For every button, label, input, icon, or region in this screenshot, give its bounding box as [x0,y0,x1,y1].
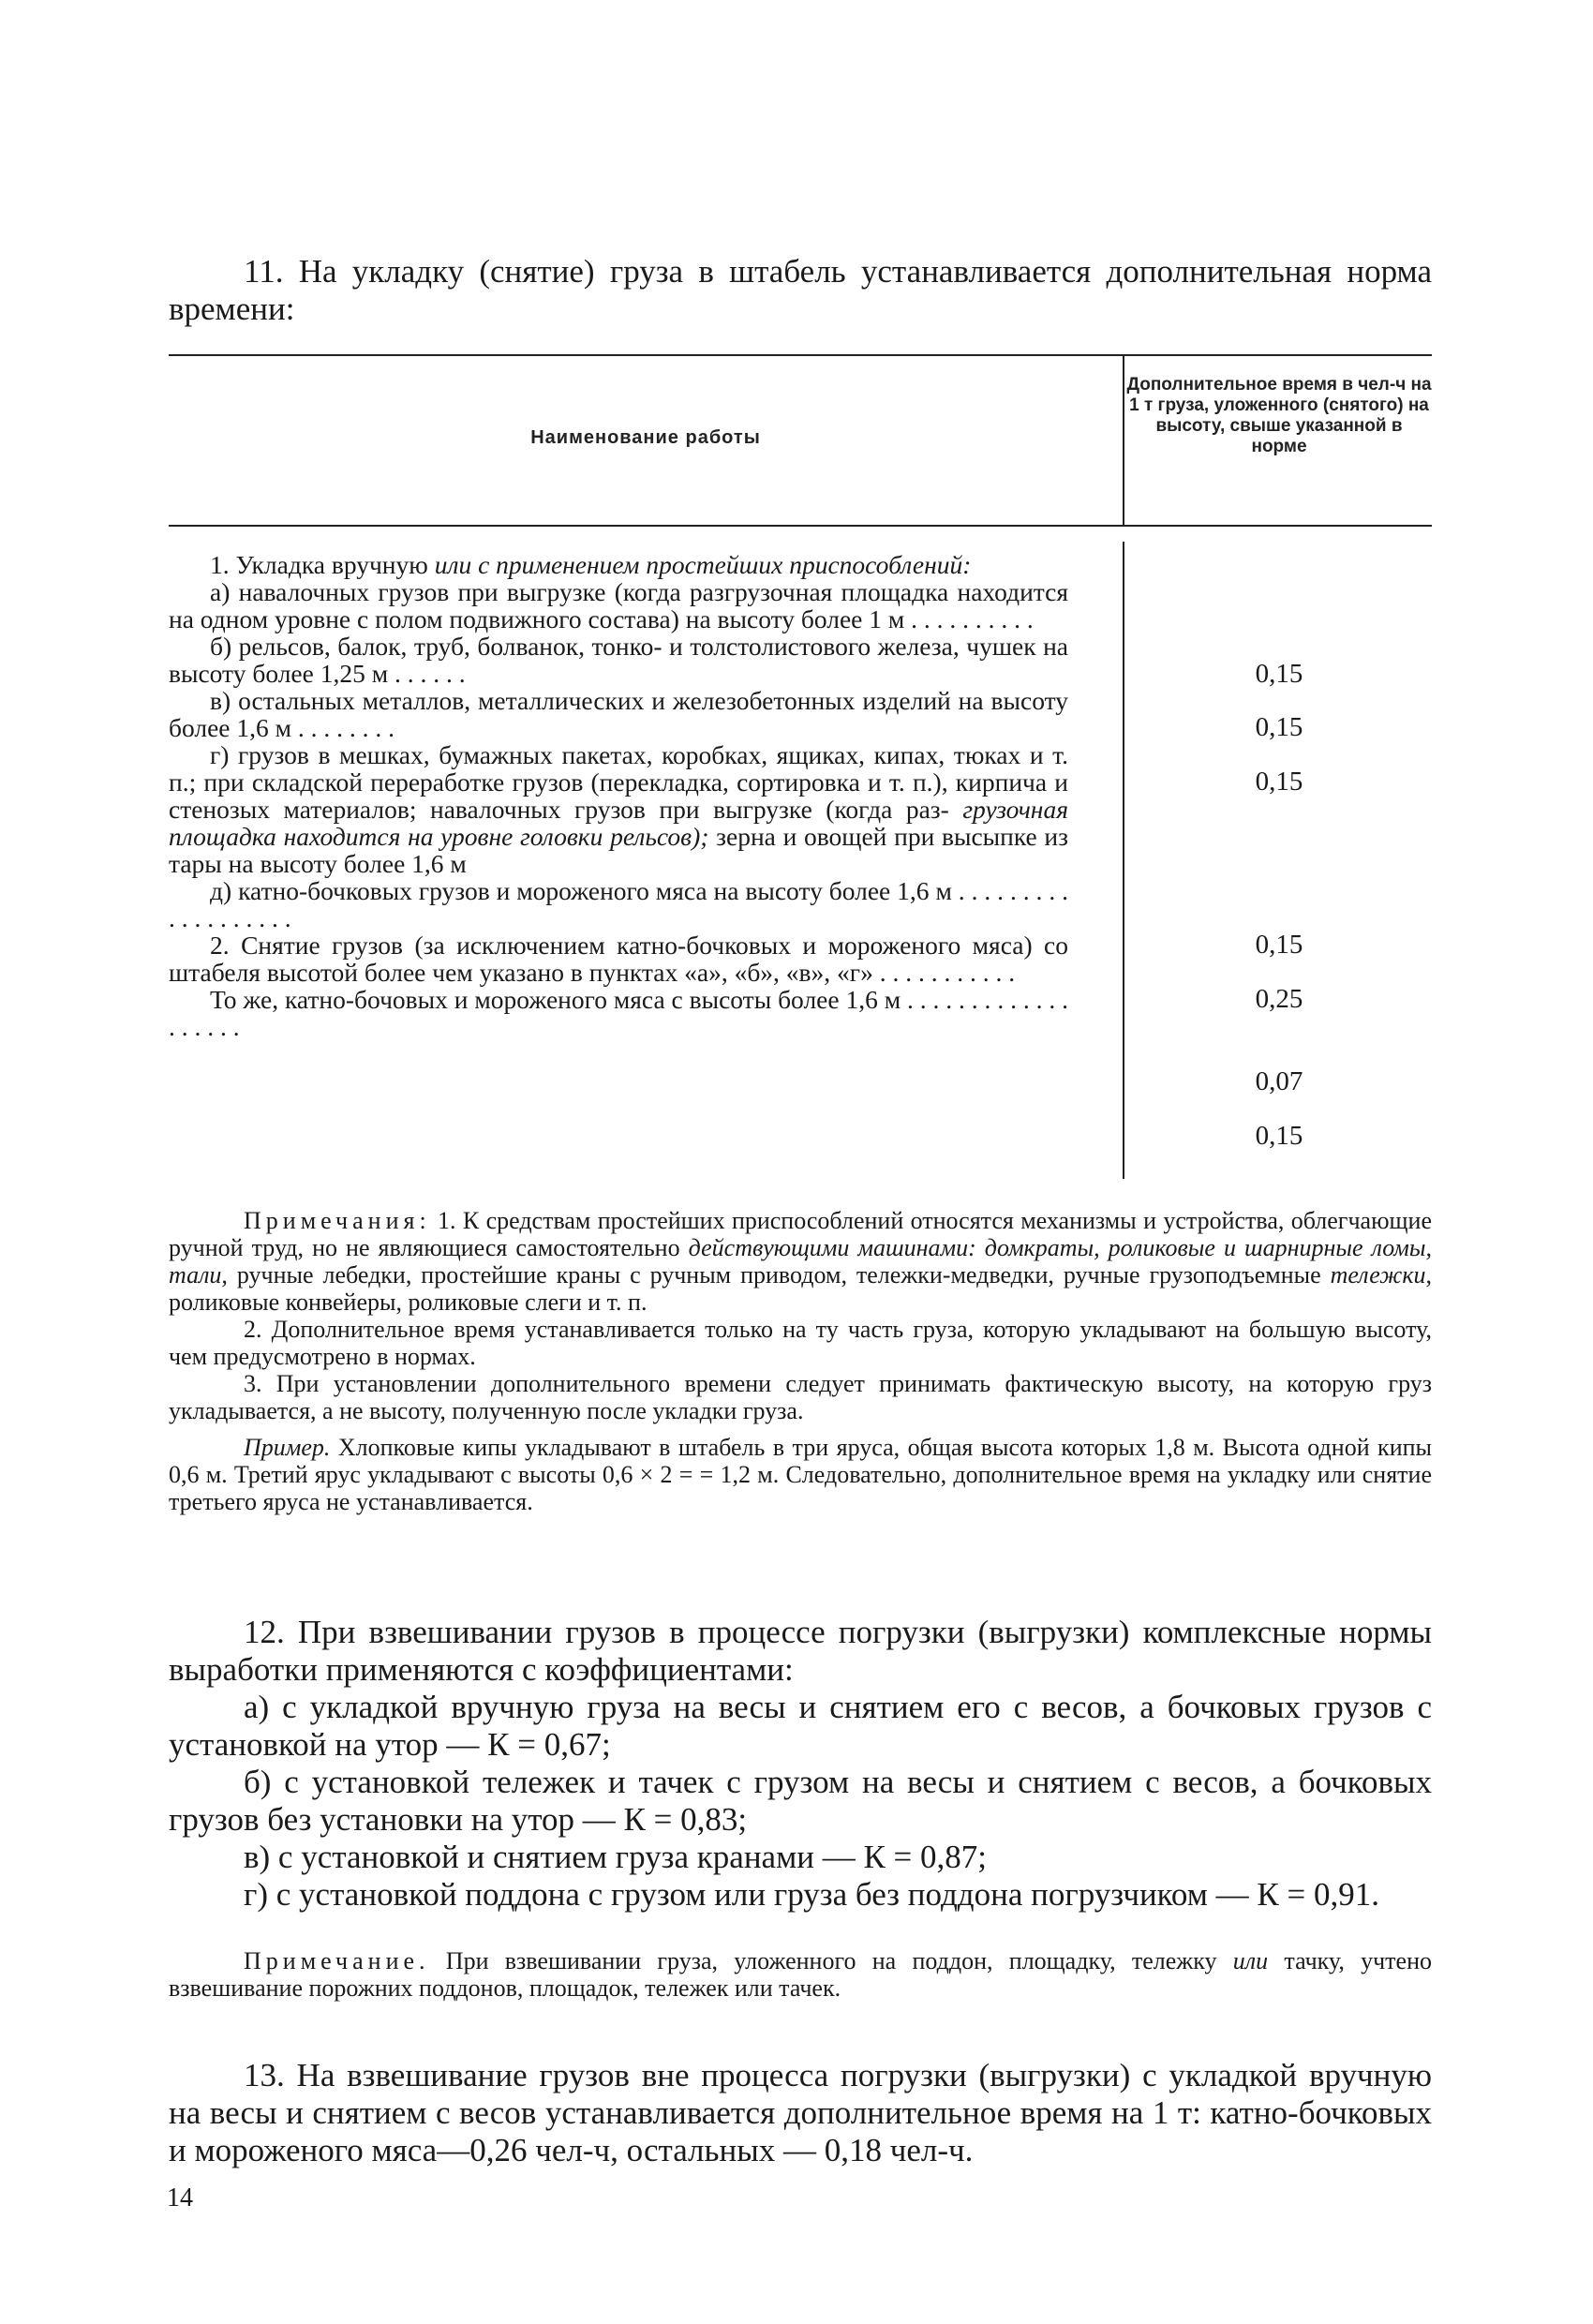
example [169,1434,1432,1515]
section-12-note [169,1947,1432,2002]
note-3: 3. При установлении дополнительного времени следует принимать фактическую высоту, на которую груз укладывается, а не высоту, полученную после укладки груза. [169,1370,1432,1424]
table-row-b: б) рельсов, балок, труб, болванок, тонко- и толстолистового железа, чушек на высоту более 1,25 м . . . . . . [169,632,1068,688]
section-12-item-a: а) с укладкой вручную груза на весы и снятием его с весов, а бочковых грузов с установкой на утор — К = 0,67; [169,1689,1432,1763]
row-1-intro-text: 1. Укладка вручную [210,550,435,579]
table-row-same: То же, катно-бочовых и мороженого мяса с высоты более 1,6 м . . . . . . . . . . . . . . . . . . . [169,985,1068,1041]
value-row-2: 0,07 [1255,1066,1303,1096]
table-row-v: в) остальных металлов, металлических и железобетонных изделий на высоту более 1,6 м . . . . . . . . [169,686,1068,742]
header-additional-time: Дополнительное время в чел-ч на 1 т груза, уложенного (снятого) на высоту, свыше указанной в норме [1126,375,1432,456]
table-values-column [1126,354,1432,1179]
value-row-d: 0,25 [1255,984,1303,1014]
section-12-item-g: г) с установкой поддона с грузом или груза без поддона погрузчиком — К = 0,91. [244,1876,1379,1913]
value-row-a: 0,15 [1255,659,1303,689]
header-work-name: Наименование работы [530,427,761,448]
table-rows [169,551,1068,1040]
section-12-note-italic: или [1232,1947,1269,1974]
section-12-item-b: б) с установкой тележек и тачек с грузом на весы и снятием с весов, а бочковых грузов без установки на утор — К = 0,83; [169,1764,1432,1838]
table-header-divider [1123,354,1124,525]
table-row-2: 2. Снятие грузов (за исключением катно-бочковых и мороженого мяса) со штабеля высотой более чем указано в пунктах «а», «б», «в», «г» . . . . . . . . . . . [169,931,1068,987]
notes-11 [169,1207,1432,1515]
page-number: 14 [167,2183,193,2212]
note-1 [169,1207,1432,1316]
value-row-b: 0,15 [1255,712,1303,742]
table-row-d: д) катно-бочковых грузов и мороженого мяса на высоту более 1,6 м . . . . . . . . . . . . . . . . . . . [169,876,1068,932]
table-row-1-intro [169,551,1068,578]
value-row-g: 0,15 [1255,930,1303,960]
note-1-text: 1. К средствам простейших приспособлений относятся механизмы и устройства, облегчающие ручной труд, но не являющиеся самостоятельно [169,1207,1432,1261]
note-1-italic: действующими машинами: домкраты, роликовые и шарнирные ломы, тали, [169,1234,1432,1289]
section-12 [169,1614,1432,1914]
note-1-text-3: роликовые конвейеры, роликовые слеги и т. п. [169,1289,648,1316]
section-11-intro: 11. На укладку (снятие) груза в штабель устанавливается дополнительная норма времени: [169,253,1432,327]
row-g-text: г) грузов в мешках, бумажных пакетах, коробках, ящиках, кипах, тюках и т. п.; при складской переработке грузов (перекладка, сортировка и т. п.), кирпича и стенозых материалов; навалочных грузов при выгрузке (когда раз- [169,740,1068,824]
example-text: Хлопковые кипы укладывают в штабель в три яруса, общая высота которых 1,8 м. Высота одной кипы 0,6 м. Третий ярус укладывают с высоты 0,6 × 2 = = 1,2 м. Следовательно, дополнительное время на укладку или снятие третьего яруса не устанавливается. [169,1434,1432,1515]
notes-label: Примечания: [244,1207,431,1234]
example-label: Пример. [244,1434,331,1461]
value-row-v: 0,15 [1255,767,1303,797]
row-1-intro-italic: или с применением простейших приспособлений: [434,550,972,579]
table-row-a: а) навалочных грузов при выгрузке (когда разгрузочная площадка находится на одном уровне с полом подвижного состава) на высоту более 1 м . . . . . . . . . . [169,577,1068,633]
additional-time-table [169,354,1432,1179]
value-row-same: 0,15 [1255,1121,1303,1151]
note-2: 2. Дополнительное время устанавливается только на ту часть груза, которую укладывают на большую высоту, чем предусмотрено в нормах. [169,1316,1432,1370]
section-12-note-label: Примечание. [244,1947,430,1974]
row-g-text-2: зерна и овощей при высыпке из тары на высоту более 1,6 м [169,822,1069,878]
section-12-intro: 12. При взвешивании грузов в процессе погрузки (выгрузки) комплексные нормы выработки применяются с коэффициентами: [169,1614,1432,1688]
row-g-italic: грузочная площадка находится на уровне головки рельсов); [169,795,1068,851]
section-12-note-text: При взвешивании груза, уложенного на поддон, площадку, тележку [429,1947,1233,1974]
table-body-divider [1123,542,1124,1179]
table-row-g [169,741,1068,877]
note-1-italic-2: тележки, [1330,1261,1432,1289]
section-13: 13. На взвешивание грузов вне процесса погрузки (выгрузки) с укладкой вручную на весы и снятием с весов устанавливается дополнительное время на 1 т: катно-бочковых и мороженого мяса—0,26 чел-ч, остальных — 0,18 чел-ч. [169,2057,1432,2168]
section-12-item-v: в) с установкой и снятием груза кранами — К = 0,87; [244,1839,988,1875]
section-12-note-text-2: тачку, учтено взвешивание порожних поддонов, площадок, тележек или тачек. [169,1947,1432,2002]
note-1-text-2: ручные лебедки, простейшие краны с ручным приводом, тележки-медведки, ручные грузоподъемные [227,1261,1331,1289]
